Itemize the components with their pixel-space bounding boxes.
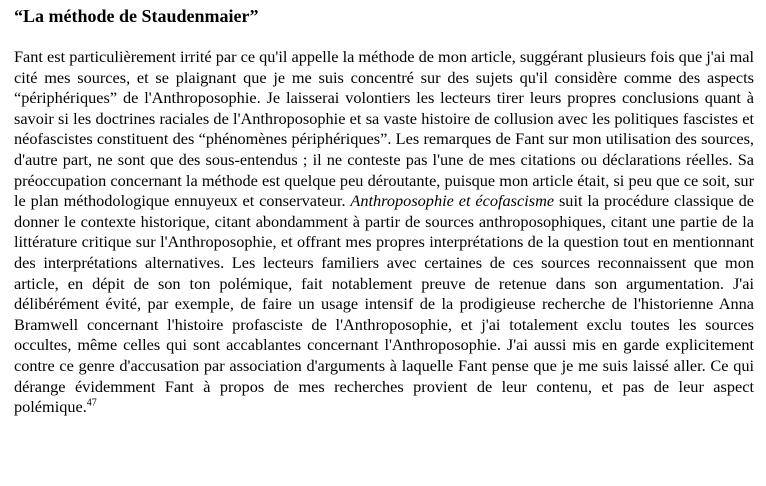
section-heading: “La méthode de Staudenmaier” — [14, 6, 259, 26]
paragraph-text-part-2: suit la procédure classique de donner le contexte historique, citant abondamment à partir de sources anthroposophiques, citant une partie de la littérature critique sur l'Anthroposophie, et offrant mes propres interprétations de la question tout en mentionnant des interprétations alternatives. Les lecteurs familiers avec certaines de ces sources reconnaissent que mon article, en dépit de son ton polémique, fait notablement preuve de retenue dans son argumentation. J'ai délibérément évité, par exemple, de faire un usage intensif de la prodigieuse recherche de l'historienne Anna Bramwell concernant l'histoire profasciste de l'Anthroposophie, et j'ai totalement exclu toutes les sources occultes, même celles qui sont accablantes concernant l'Anthroposophie. J'ai aussi mis en garde explicitement contre ce genre d'accusation par association d'arguments à laquelle Fant pense que je me suis laissé aller. Ce qui dérange évidemment Fant à propos de mes recherches provient de leur contenu, et pas de leur aspect polémique. — [14, 191, 754, 417]
paragraph-text-part-1: Fant est particulièrement irrité par ce qu'il appelle la méthode de mon article, suggérant plusieurs fois que j'ai mal cité mes sources, et se plaignant que je me suis concentré sur des sujets qu'il considère comme des aspects “périphériques” de l'Anthroposophie. Je laisserai volontiers les lecteurs tirer leurs propres conclusions quant à savoir si les doctrines raciales de l'Anthroposophie et sa vaste histoire de collusion avec les politiques fascistes et néofascistes constituent des “phénomènes périphériques”. Les remarques de Fant sur mon utilisation des sources, d'autre part, ne sont que des sous-entendus ; il ne conteste pas l'une de mes citations ou déclarations réelles. Sa préoccupation concernant la méthode est quelque peu déroutante, puisque mon article était, si peu que ce soit, sur le plan méthodologique ennuyeux et conservateur. — [14, 47, 754, 211]
italic-work-title: Anthroposophie et écofascisme — [350, 191, 555, 211]
footnote-reference[interactable]: 47 — [86, 397, 97, 409]
body-paragraph — [14, 47, 754, 418]
